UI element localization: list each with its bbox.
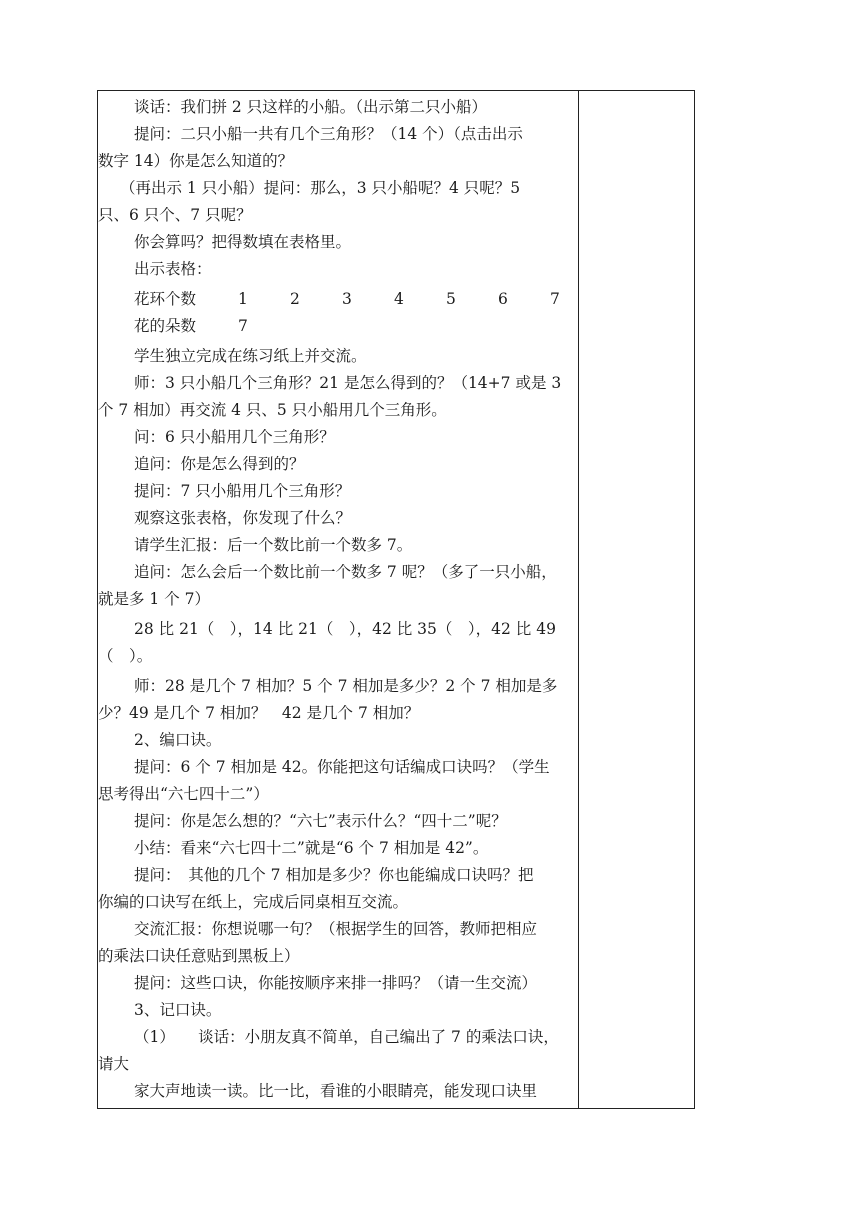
table-cell: 6 [498,290,508,308]
text-line: 提问：7 只小船用几个三角形？ [134,482,351,500]
text-line: 提问： 其他的几个 7 相加是多少？你也能编成口诀吗？把 [134,866,534,884]
text-line: 出示表格： [134,260,212,278]
text-line: 交流汇报：你想说哪一句？（根据学生的回答，教师把相应 [134,920,538,938]
table-row-label: 花的朵数 [134,317,197,335]
table-cell: 5 [446,290,456,308]
text-line: 师：3 只小船几个三角形？21 是怎么得到的？（14+7 或是 3 [134,374,562,392]
text-line: 提问：你是怎么想的？“六七”表示什么？“四十二”呢？ [134,812,507,830]
table-cell: 2 [290,290,300,308]
text-line: 的乘法口诀任意贴到黑板上） [98,947,300,965]
table-cell: 7 [550,290,560,308]
table-cell: 3 [342,290,352,308]
text-line: 师：28 是几个 7 相加？5 个 7 相加是多少？2 个 7 相加是多 [134,677,558,695]
text-line: 只、6 只个、7 只呢？ [98,206,252,224]
text-line: （1） 谈话：小朋友真不简单，自己编出了 7 的乘法口诀， [134,1028,559,1046]
text-line: 家大声地读一读。比一比，看谁的小眼睛亮，能发现口诀里 [134,1082,538,1100]
table-cell: 7 [238,317,248,335]
text-line: 学生独立完成在练习纸上并交流。 [134,347,367,365]
text-line: 少？49 是几个 7 相加？ 42 是几个 7 相加？ [98,704,420,722]
text-line: 你编的口诀写在纸上，完成后同桌相互交流。 [98,893,409,911]
text-line: 观察这张表格，你发现了什么？ [134,509,352,527]
lesson-table [97,90,695,1109]
text-line: 提问：这些口诀，你能按顺序来排一排吗？（请一生交流） [134,974,538,992]
text-line: （ ）。 [98,647,153,665]
text-line: 提问：二只小船一共有几个三角形？（14 个）（点击出示 [134,125,523,143]
text-line: 提问：6 个 7 相加是 42。你能把这句话编成口诀吗？（学生 [134,758,550,776]
lesson-content-cell [98,91,578,1108]
column-divider [578,91,579,1108]
text-line: （再出示 1 只小船）提问：那么，3 只小船呢？4 只呢？5 [120,179,521,197]
text-line: 3、记口诀。 [134,1001,222,1019]
text-line: 追问：你是怎么得到的？ [134,455,305,473]
text-line: 你会算吗？把得数填在表格里。 [134,233,352,251]
text-line: 就是多 1 个 7） [98,590,211,608]
text-line: 请大 [98,1055,130,1073]
text-line: 28 比 21（ ），14 比 21（ ），42 比 35（ ），42 比 49 [134,620,556,638]
text-line: 谈话：我们拼 2 只这样的小船。（出示第二只小船） [134,98,487,116]
text-line: 请学生汇报：后一个数比前一个数多 7。 [134,536,413,554]
table-cell: 1 [238,290,248,308]
text-line: 思考得出“六七四十二”） [98,785,269,803]
text-line: 2、编口诀。 [134,731,222,749]
table-row-label: 花环个数 [134,290,197,308]
text-line: 个 7 相加）再交流 4 只、5 只小船用几个三角形。 [98,401,447,419]
text-line: 小结：看来“六七四十二”就是“6 个 7 相加是 42”。 [134,839,489,857]
text-line: 数字 14）你是怎么知道的？ [98,152,294,170]
text-line: 问：6 只小船用几个三角形？ [134,428,335,446]
table-cell: 4 [394,290,404,308]
text-line: 追问：怎么会后一个数比前一个数多 7 呢？（多了一只小船， [134,563,557,581]
